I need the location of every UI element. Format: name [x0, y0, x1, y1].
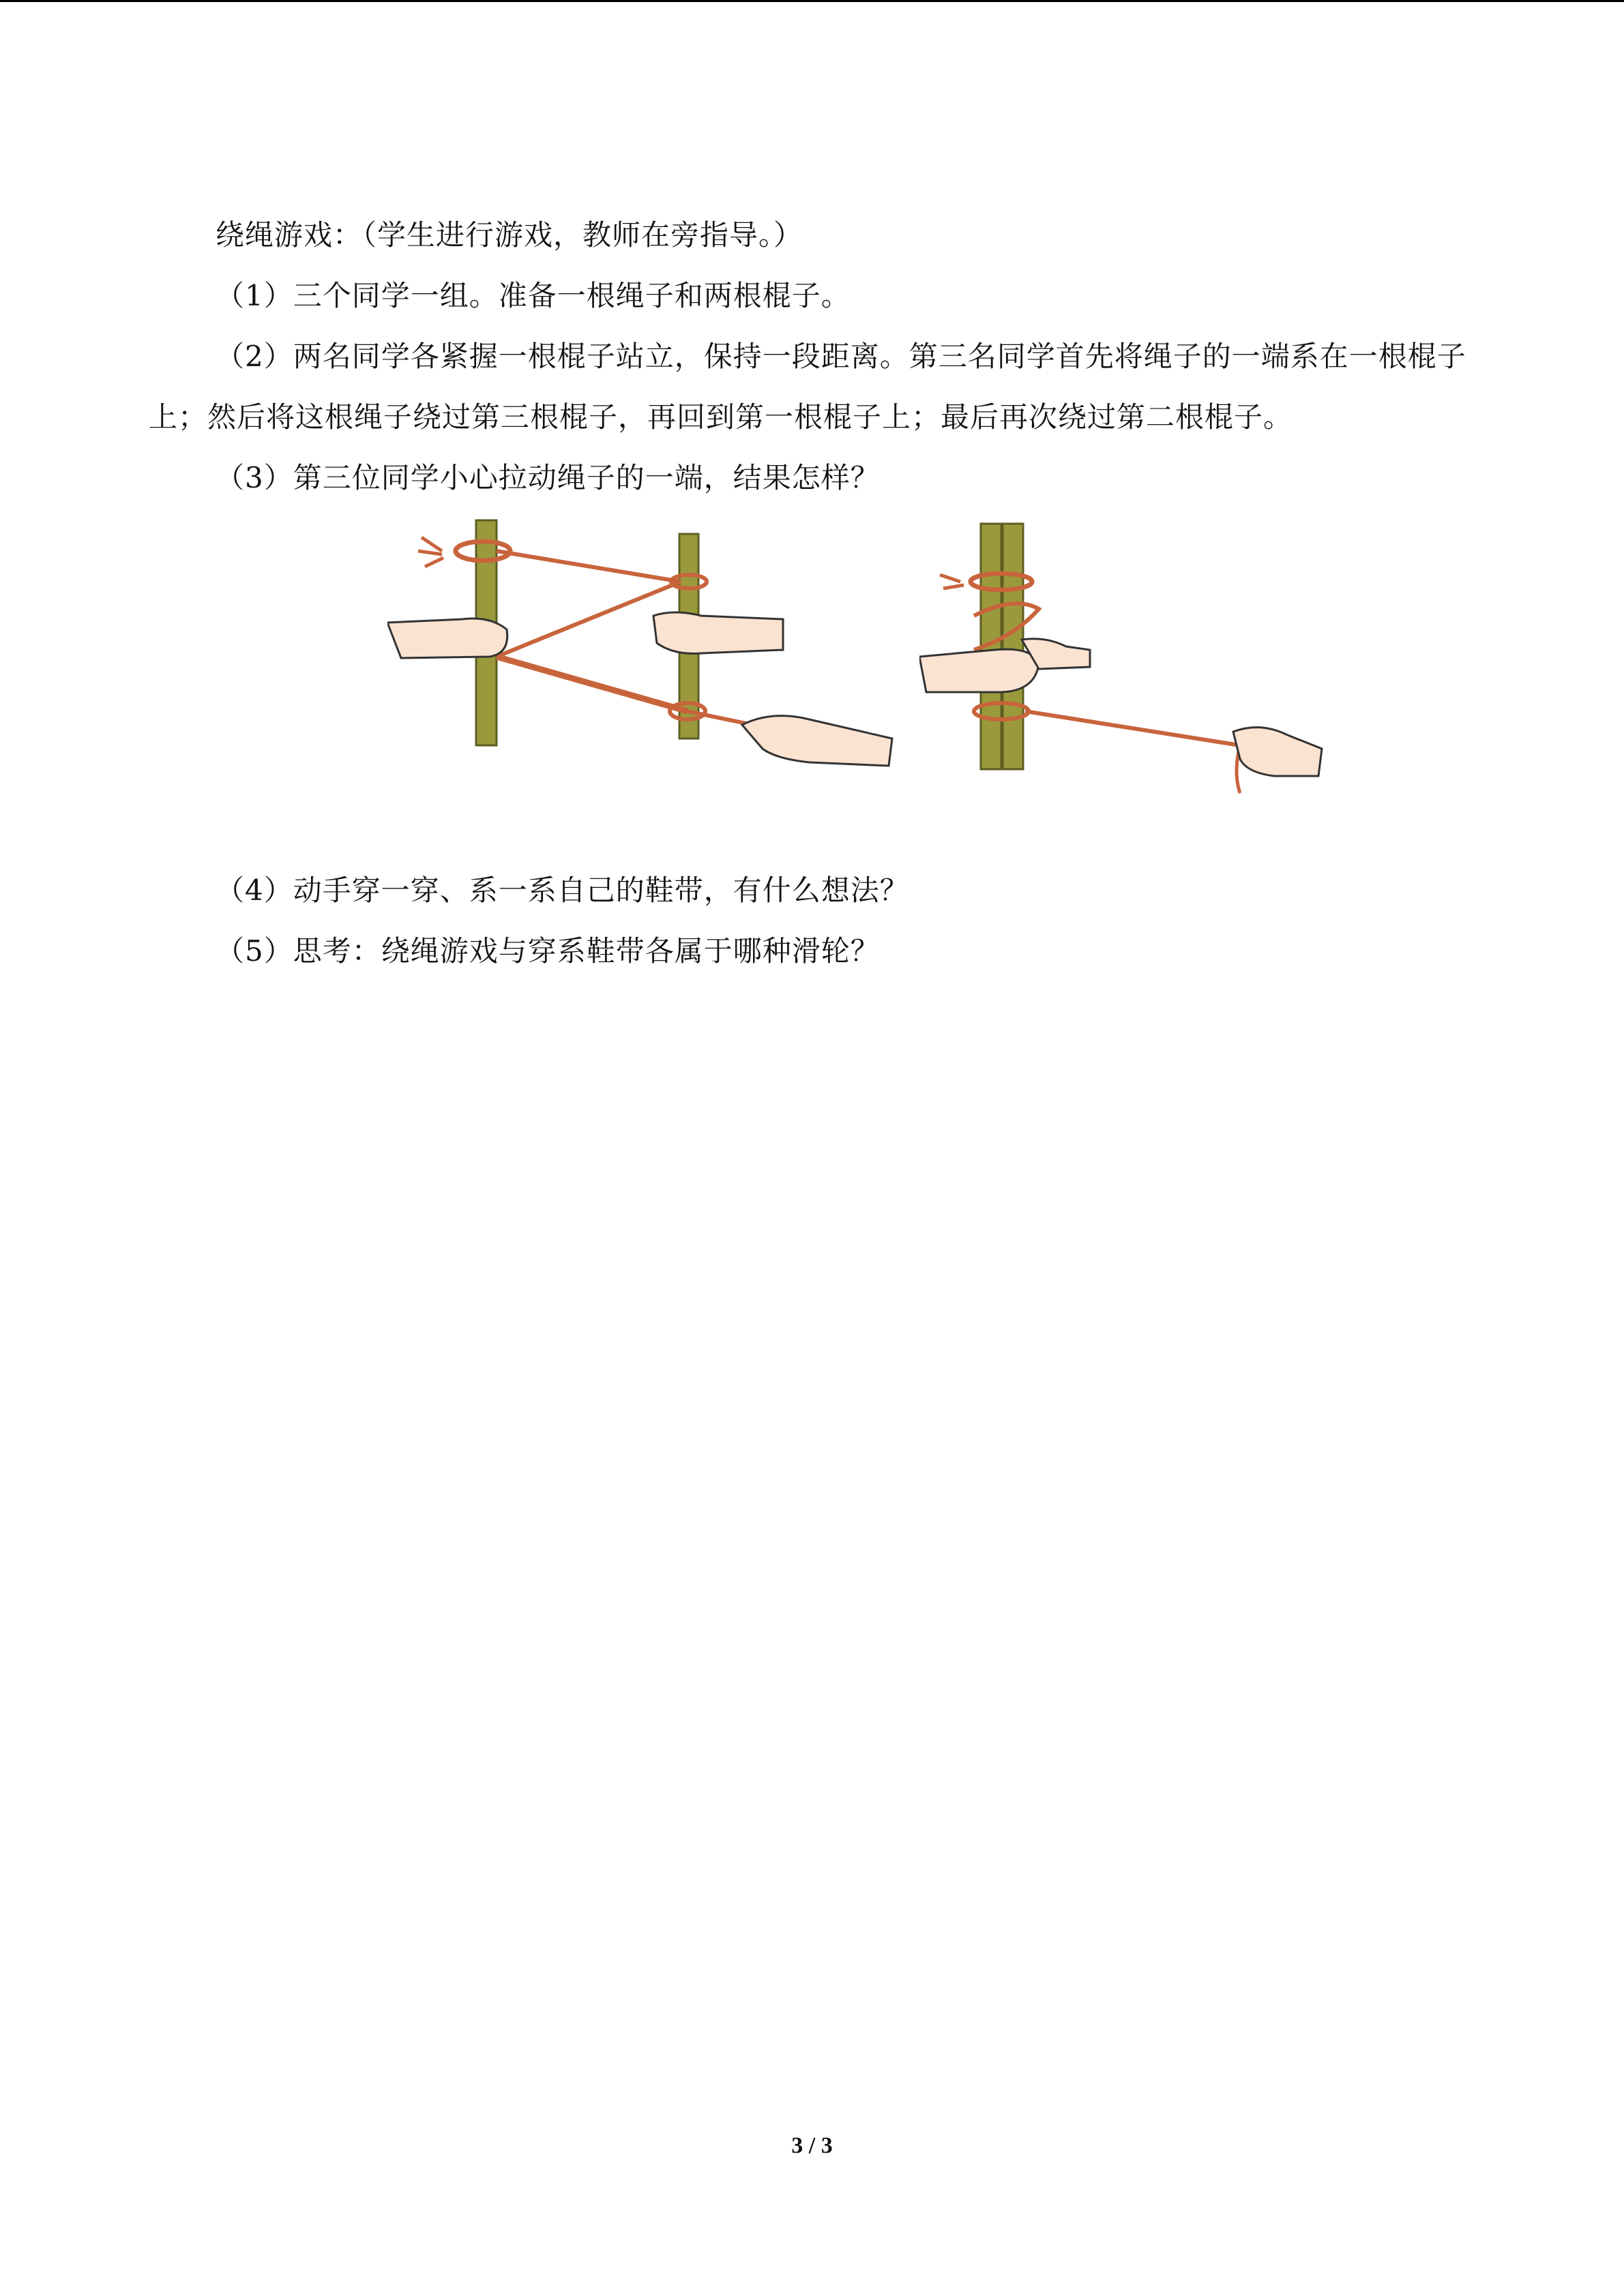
- document-body: [149, 205, 1475, 981]
- rope-game-sticks-apart-icon: [387, 513, 919, 841]
- step-2: （2）两名同学各紧握一根棍子站立，保持一段距离。第三名同学首先将绳子的一端系在一根棍子上；然后将这根绳子绕过第三根棍子，再回到第一根棍子上；最后再次绕过第二根棍子。: [149, 340, 1466, 434]
- rope-game-sticks-together-icon: [919, 513, 1370, 841]
- step-5: （5）思考：绕绳游戏与穿系鞋带各属于哪种滑轮？: [216, 934, 880, 968]
- intro-paragraph: 绕绳游戏：（学生进行游戏，教师在旁指导。）: [216, 218, 803, 252]
- step-3: （3）第三位同学小心拉动绳子的一端，结果怎样？: [216, 461, 880, 494]
- step-4: （4）动手穿一穿、系一系自己的鞋带，有什么想法？: [216, 874, 909, 907]
- illustration-row: [149, 513, 1475, 854]
- page-number: 3 / 3: [791, 2133, 833, 2158]
- step-1: （1）三个同学一组。准备一根绳子和两根棍子。: [216, 279, 851, 312]
- top-border-line: [0, 0, 1624, 2]
